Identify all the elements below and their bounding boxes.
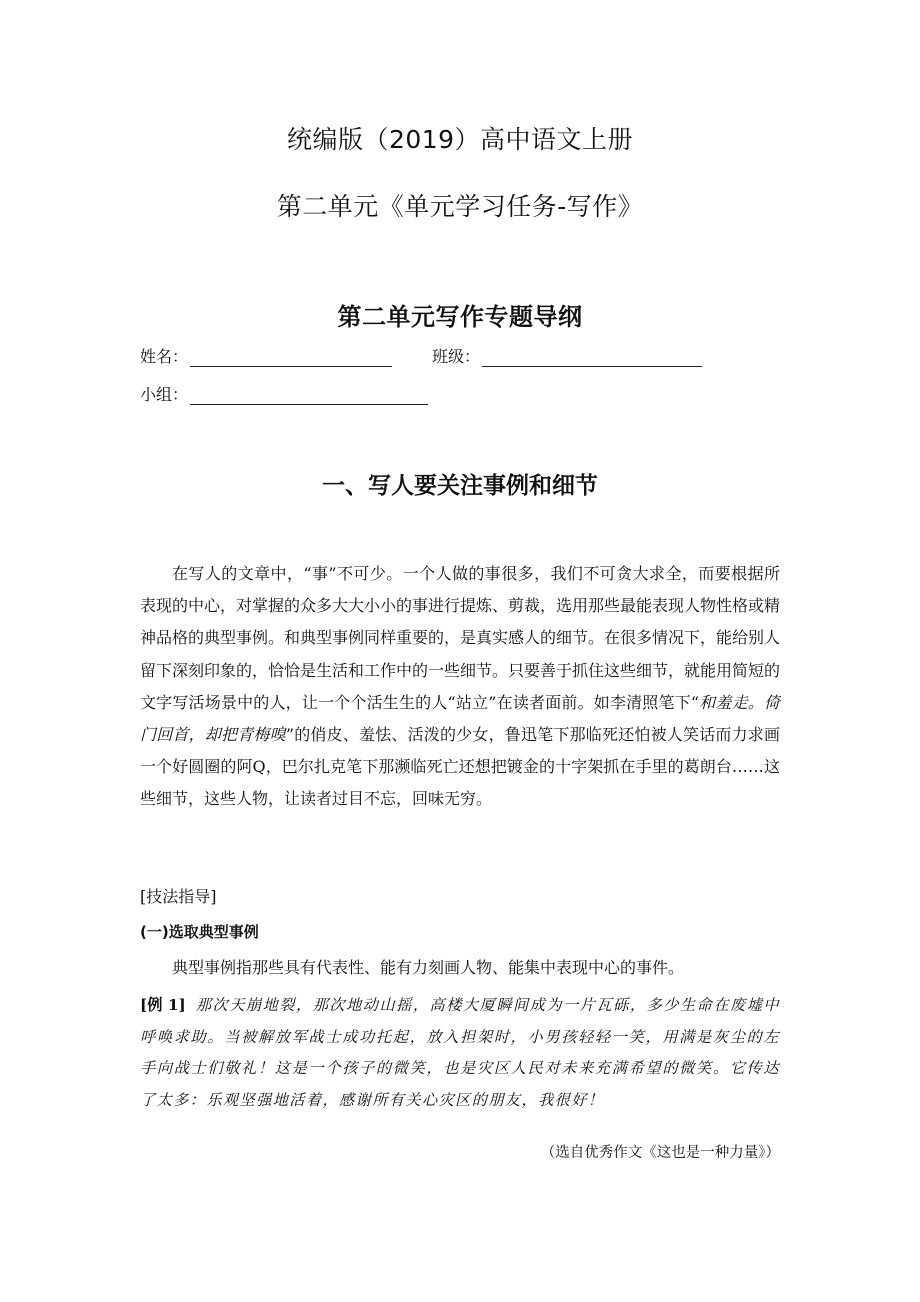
intro-text-part2: ”的俏皮、羞怯、活泼的少女，鲁迅笔下那临死还怕被人笑话而力求画一个好圆圈的阿Q，巴尔扎克笔下那濒临死亡还想把镀金的十字架抓在手里的葛朗台……这些细节，这些人物，让读者过目不忘，回味无穷。 [140,725,780,809]
document-title: 统编版（2019）高中语文上册 [286,125,634,154]
guide-title: 第二单元写作专题导纲 [337,303,583,331]
group-info-row [140,382,428,405]
group-blank-line [190,388,428,405]
section-heading: 一、写人要关注事例和细节 [322,473,598,499]
unit-title: 第二单元《单元学习任务-写作》 [276,192,644,221]
example-source: （选自优秀作文《这也是一种力量》） [540,1145,780,1161]
class-blank-line [482,350,702,367]
class-label: 班级： [432,347,481,366]
example-label: [例 1] [140,996,186,1014]
example-text: 那次天崩地裂，那次地动山摇，高楼大厦瞬间成为一片瓦砾，多少生命在废墟中呼唤求助。当被解放军战士成功托起，放入担架时，小男孩轻轻一笑，用满是灰尘的左手向战士们敬礼！这是一个孩子的微笑，也是灾区人民对未来充满希望的微笑。它传达了太多：乐观坚强地活着，感谢所有关心灾区的朋友，我很好！ [140,996,780,1109]
subsection-heading: (一)选取典型事例 [140,923,259,941]
definition-paragraph: 典型事例指那些具有代表性、能有力刻画人物、能集中表现中心的事件。 [172,958,685,977]
intro-text-part1: 在写人的文章中，“事”不可少。一个人做的事很多，我们不可贪大求全，而要根据所表现的中心，对掌握的众多大大小小的事进行提炼、剪裁，选用那些最能表现人物性格或精神品格的典型事例。和典型事例同样重要的，是真实感人的细节。在很多情况下，能给别人留下深刻印象的，恰恰是生活和工作中的一些细节。只要善于抓住这些细节，就能用简短的文字写活场景中的人，让一个个活生生的人“站立”在读者面前。如李清照笔下“ [140,564,781,712]
technique-label: [技法指导] [140,887,217,906]
name-label: 姓名： [140,347,189,366]
group-label: 小组： [140,385,189,404]
intro-paragraph [140,558,780,816]
student-info-row [140,344,702,367]
name-blank-line [190,350,392,367]
example-paragraph [140,990,780,1116]
poem-quote: 和羞走。倚门回首，却把青梅嗅 [140,692,780,745]
